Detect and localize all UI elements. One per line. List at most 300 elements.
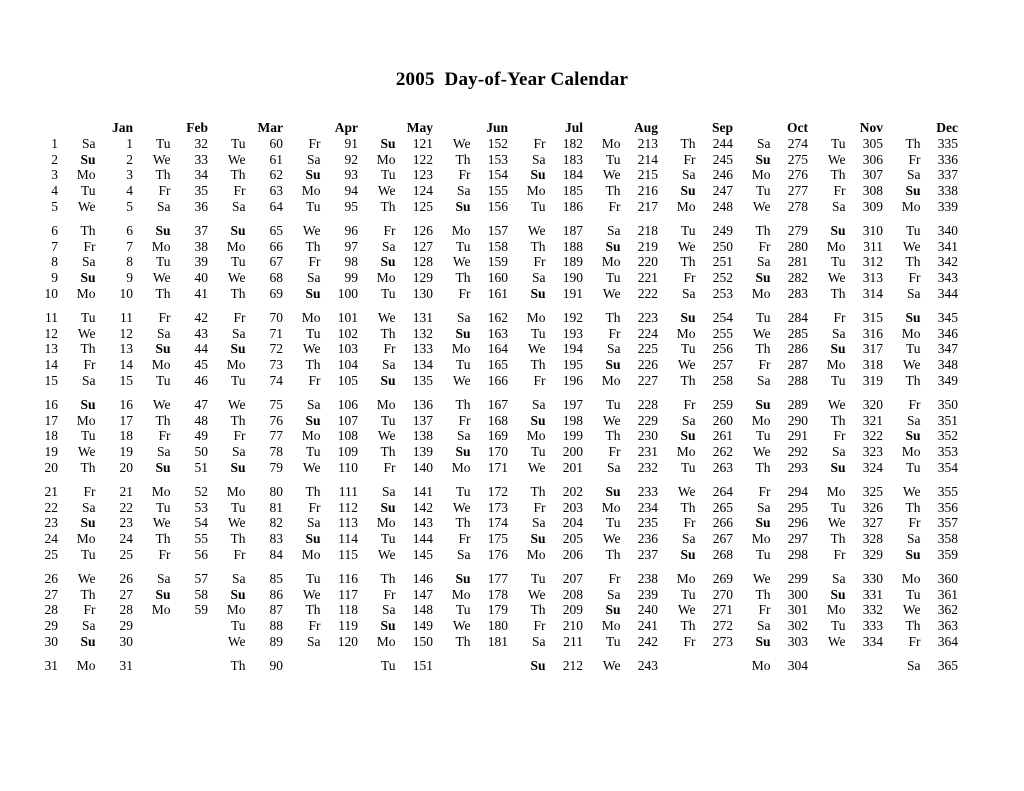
weekday-cell: We bbox=[227, 515, 246, 531]
day-of-year-cell: 87 bbox=[269, 602, 283, 618]
weekday-cell: Su bbox=[755, 396, 771, 412]
weekday-cell: Th bbox=[380, 325, 396, 341]
weekday-cell: We bbox=[827, 633, 846, 649]
weekday-cell: Sa bbox=[382, 238, 396, 254]
weekday-cell: Tu bbox=[605, 396, 621, 412]
day-of-year-cell: 302 bbox=[787, 618, 808, 634]
weekday-cell: Sa bbox=[82, 499, 96, 515]
day-of-year-cell: 102 bbox=[337, 325, 358, 341]
day-of-year-cell: 13 bbox=[119, 341, 133, 357]
day-of-year-cell: 314 bbox=[862, 285, 883, 301]
weekday-cell: Sa bbox=[532, 270, 546, 286]
weekday-cell: Sa bbox=[307, 633, 321, 649]
day-of-year-cell: 171 bbox=[487, 459, 508, 475]
day-of-year-cell: 204 bbox=[562, 515, 583, 531]
weekday-cell: Fr bbox=[83, 483, 96, 499]
weekday-cell: Sa bbox=[757, 372, 771, 388]
weekday-cell: Su bbox=[680, 546, 696, 562]
row-number: 31 bbox=[44, 657, 58, 673]
weekday-cell: Tu bbox=[605, 151, 621, 167]
weekday-cell: Mo bbox=[751, 285, 771, 301]
day-of-year-cell: 91 bbox=[344, 135, 358, 151]
weekday-cell: Tu bbox=[830, 372, 846, 388]
month-header-jun: Jun bbox=[486, 120, 508, 135]
weekday-cell: Sa bbox=[607, 341, 621, 357]
weekday-cell: Su bbox=[155, 341, 171, 357]
day-of-year-cell: 6 bbox=[126, 222, 133, 238]
day-of-year-cell: 298 bbox=[787, 546, 808, 562]
day-of-year-cell: 110 bbox=[338, 459, 358, 475]
day-of-year-cell: 95 bbox=[344, 198, 358, 214]
weekday-cell: Th bbox=[830, 285, 846, 301]
weekday-cell: Sa bbox=[757, 499, 771, 515]
weekday-cell: Mo bbox=[601, 372, 621, 388]
day-of-year-cell: 280 bbox=[787, 238, 808, 254]
weekday-cell: Fr bbox=[233, 183, 246, 199]
weekday-cell: We bbox=[452, 618, 471, 634]
day-of-year-cell: 137 bbox=[412, 412, 433, 428]
day-of-year-cell: 201 bbox=[562, 459, 583, 475]
day-of-year-cell: 28 bbox=[119, 602, 133, 618]
day-of-year-cell: 113 bbox=[338, 515, 358, 531]
day-of-year-cell: 101 bbox=[337, 309, 358, 325]
day-of-year-cell: 75 bbox=[269, 396, 283, 412]
day-of-year-cell: 92 bbox=[344, 151, 358, 167]
weekday-cell: Su bbox=[380, 135, 396, 151]
weekday-cell: Sa bbox=[307, 396, 321, 412]
weekday-cell: Sa bbox=[757, 254, 771, 270]
day-of-year-cell: 175 bbox=[487, 531, 508, 547]
weekday-cell: Sa bbox=[682, 285, 696, 301]
weekday-cell: Su bbox=[755, 270, 771, 286]
weekday-cell: Tu bbox=[605, 633, 621, 649]
weekday-cell: We bbox=[827, 515, 846, 531]
weekday-cell: Tu bbox=[905, 586, 921, 602]
weekday-cell: Tu bbox=[530, 325, 546, 341]
weekday-cell: Tu bbox=[305, 570, 321, 586]
empty-cell bbox=[808, 650, 846, 674]
day-of-year-cell: 223 bbox=[637, 309, 658, 325]
day-of-year-cell: 69 bbox=[269, 285, 283, 301]
weekday-cell: We bbox=[452, 372, 471, 388]
day-of-year-cell: 43 bbox=[194, 325, 208, 341]
day-of-year-cell: 190 bbox=[562, 270, 583, 286]
weekday-cell: Mo bbox=[826, 238, 846, 254]
weekday-cell: Mo bbox=[376, 396, 396, 412]
weekday-cell: Fr bbox=[683, 396, 696, 412]
day-of-year-cell: 33 bbox=[194, 151, 208, 167]
calendar-row-4 bbox=[24, 183, 958, 199]
weekday-cell: Su bbox=[155, 459, 171, 475]
day-of-year-cell: 212 bbox=[562, 657, 583, 673]
day-of-year-cell: 341 bbox=[937, 238, 958, 254]
day-of-year-cell: 335 bbox=[937, 135, 958, 151]
weekday-cell: Fr bbox=[833, 546, 846, 562]
weekday-cell: We bbox=[527, 341, 546, 357]
calendar-row-30 bbox=[24, 634, 958, 650]
weekday-cell: Mo bbox=[526, 309, 546, 325]
row-number: 20 bbox=[44, 459, 58, 475]
weekday-cell: Fr bbox=[533, 135, 546, 151]
weekday-cell: Sa bbox=[682, 167, 696, 183]
weekday-cell: Th bbox=[155, 285, 171, 301]
day-of-year-cell: 361 bbox=[937, 586, 958, 602]
day-of-year-cell: 217 bbox=[637, 198, 658, 214]
weekday-cell: We bbox=[302, 459, 321, 475]
weekday-cell: Sa bbox=[907, 412, 921, 428]
weekday-cell: Tu bbox=[455, 483, 471, 499]
weekday-cell: Sa bbox=[157, 570, 171, 586]
day-of-year-cell: 340 bbox=[937, 222, 958, 238]
weekday-cell: Sa bbox=[757, 135, 771, 151]
day-of-year-cell: 273 bbox=[712, 633, 733, 649]
weekday-cell: Sa bbox=[457, 309, 471, 325]
row-number: 11 bbox=[45, 309, 58, 325]
day-of-year-cell: 5 bbox=[126, 198, 133, 214]
weekday-cell: Tu bbox=[680, 341, 696, 357]
weekday-cell: Fr bbox=[383, 459, 396, 475]
day-of-year-cell: 271 bbox=[712, 602, 733, 618]
weekday-cell: Fr bbox=[308, 254, 321, 270]
weekday-cell: We bbox=[527, 586, 546, 602]
weekday-cell: Fr bbox=[608, 570, 621, 586]
weekday-cell: Fr bbox=[908, 396, 921, 412]
weekday-cell: Su bbox=[380, 372, 396, 388]
weekday-cell: Fr bbox=[908, 270, 921, 286]
weekday-cell: Mo bbox=[226, 357, 246, 373]
day-of-year-cell: 362 bbox=[937, 602, 958, 618]
day-of-year-cell: 29 bbox=[119, 618, 133, 634]
day-of-year-cell: 27 bbox=[119, 586, 133, 602]
weekday-cell: Th bbox=[230, 167, 246, 183]
day-of-year-cell: 50 bbox=[194, 444, 208, 460]
weekday-cell: Tu bbox=[155, 372, 171, 388]
row-number: 10 bbox=[44, 285, 58, 301]
day-of-year-cell: 18 bbox=[119, 428, 133, 444]
weekday-cell: Mo bbox=[451, 222, 471, 238]
day-of-year-cell: 256 bbox=[712, 341, 733, 357]
weekday-cell: Sa bbox=[457, 428, 471, 444]
weekday-cell: Th bbox=[905, 618, 921, 634]
day-of-year-cell: 357 bbox=[937, 515, 958, 531]
day-of-year-cell: 272 bbox=[712, 618, 733, 634]
row-number: 9 bbox=[51, 270, 58, 286]
calendar-row-17 bbox=[24, 413, 958, 429]
day-of-year-cell: 304 bbox=[787, 657, 808, 673]
day-of-year-cell: 355 bbox=[937, 483, 958, 499]
weekday-cell: Mo bbox=[376, 151, 396, 167]
day-of-year-cell: 226 bbox=[637, 357, 658, 373]
weekday-cell: Tu bbox=[80, 183, 96, 199]
day-of-year-cell: 192 bbox=[562, 309, 583, 325]
day-of-year-cell: 342 bbox=[937, 254, 958, 270]
day-of-year-cell: 286 bbox=[787, 341, 808, 357]
calendar-row-3 bbox=[24, 167, 958, 183]
day-of-year-cell: 316 bbox=[862, 325, 883, 341]
day-of-year-cell: 23 bbox=[119, 515, 133, 531]
weekday-cell: Fr bbox=[158, 428, 171, 444]
day-of-year-cell: 83 bbox=[269, 531, 283, 547]
day-of-year-cell: 104 bbox=[337, 357, 358, 373]
weekday-cell: We bbox=[752, 444, 771, 460]
weekday-cell: Tu bbox=[605, 270, 621, 286]
weekday-cell: Th bbox=[755, 586, 771, 602]
day-of-year-cell: 90 bbox=[269, 657, 283, 673]
day-of-year-cell: 270 bbox=[712, 586, 733, 602]
weekday-cell: We bbox=[902, 602, 921, 618]
weekday-cell: Fr bbox=[833, 183, 846, 199]
weekday-cell: Mo bbox=[526, 183, 546, 199]
day-of-year-cell: 339 bbox=[937, 198, 958, 214]
day-of-year-cell: 333 bbox=[862, 618, 883, 634]
day-of-year-cell: 22 bbox=[119, 499, 133, 515]
weekday-cell: Sa bbox=[532, 633, 546, 649]
weekday-cell: Mo bbox=[451, 341, 471, 357]
weekday-cell: Th bbox=[530, 238, 546, 254]
weekday-cell: We bbox=[602, 531, 621, 547]
weekday-cell: Mo bbox=[451, 459, 471, 475]
weekday-cell: Sa bbox=[382, 483, 396, 499]
weekday-cell: Th bbox=[755, 459, 771, 475]
day-of-year-cell: 126 bbox=[412, 222, 433, 238]
calendar-row-9 bbox=[24, 270, 958, 286]
day-of-year-cell: 332 bbox=[862, 602, 883, 618]
day-of-year-cell: 294 bbox=[787, 483, 808, 499]
weekday-cell: Fr bbox=[383, 341, 396, 357]
calendar-row-28 bbox=[24, 602, 958, 618]
calendar-row-7 bbox=[24, 239, 958, 255]
weekday-cell: Fr bbox=[608, 325, 621, 341]
day-of-year-cell: 35 bbox=[194, 183, 208, 199]
day-of-year-cell: 282 bbox=[787, 270, 808, 286]
day-of-year-cell: 61 bbox=[269, 151, 283, 167]
weekday-cell: We bbox=[677, 483, 696, 499]
day-of-year-cell: 320 bbox=[862, 396, 883, 412]
weekday-cell: Th bbox=[80, 341, 96, 357]
weekday-cell: Su bbox=[530, 285, 546, 301]
day-of-year-cell: 168 bbox=[487, 412, 508, 428]
corner-spacer bbox=[24, 120, 58, 136]
day-of-year-cell: 221 bbox=[637, 270, 658, 286]
weekday-cell: Sa bbox=[382, 602, 396, 618]
weekday-cell: Fr bbox=[833, 428, 846, 444]
row-number: 25 bbox=[44, 546, 58, 562]
month-header-row bbox=[24, 120, 958, 136]
day-of-year-cell: 364 bbox=[937, 633, 958, 649]
day-of-year-cell: 305 bbox=[862, 135, 883, 151]
weekday-cell: Fr bbox=[683, 151, 696, 167]
day-of-year-cell: 269 bbox=[712, 570, 733, 586]
day-of-year-cell: 128 bbox=[412, 254, 433, 270]
day-of-year-cell: 118 bbox=[338, 602, 358, 618]
weekday-cell: Sa bbox=[757, 618, 771, 634]
month-header-nov: Nov bbox=[859, 120, 883, 135]
day-of-year-cell: 267 bbox=[712, 531, 733, 547]
empty-cell bbox=[321, 650, 359, 674]
day-of-year-cell: 202 bbox=[562, 483, 583, 499]
weekday-cell: Fr bbox=[833, 309, 846, 325]
day-of-year-cell: 84 bbox=[269, 546, 283, 562]
weekday-cell: Tu bbox=[80, 428, 96, 444]
day-of-year-cell: 260 bbox=[712, 412, 733, 428]
weekday-cell: Th bbox=[230, 285, 246, 301]
weekday-cell: We bbox=[827, 396, 846, 412]
weekday-cell: Th bbox=[680, 372, 696, 388]
day-of-year-cell: 66 bbox=[269, 238, 283, 254]
weekday-cell: Th bbox=[830, 412, 846, 428]
day-of-year-cell: 285 bbox=[787, 325, 808, 341]
weekday-cell: Tu bbox=[380, 285, 396, 301]
day-of-year-cell: 289 bbox=[787, 396, 808, 412]
month-header-may: May bbox=[406, 120, 433, 135]
day-of-year-cell: 284 bbox=[787, 309, 808, 325]
day-of-year-cell: 257 bbox=[712, 357, 733, 373]
day-of-year-cell: 170 bbox=[487, 444, 508, 460]
day-of-year-cell: 245 bbox=[712, 151, 733, 167]
weekday-cell: Mo bbox=[226, 602, 246, 618]
weekday-cell: Tu bbox=[680, 586, 696, 602]
weekday-cell: We bbox=[377, 309, 396, 325]
weekday-cell: Th bbox=[530, 483, 546, 499]
day-of-year-cell: 2 bbox=[126, 151, 133, 167]
weekday-cell: Sa bbox=[532, 515, 546, 531]
weekday-cell: Th bbox=[305, 357, 321, 373]
weekday-cell: Su bbox=[830, 222, 846, 238]
day-of-year-cell: 239 bbox=[637, 586, 658, 602]
calendar-row-14 bbox=[24, 357, 958, 373]
day-of-year-cell: 149 bbox=[412, 618, 433, 634]
calendar-row-29 bbox=[24, 618, 958, 634]
weekday-cell: Th bbox=[605, 183, 621, 199]
weekday-cell: Th bbox=[155, 167, 171, 183]
weekday-cell: Su bbox=[80, 151, 96, 167]
weekday-cell: Th bbox=[905, 135, 921, 151]
day-of-year-cell: 85 bbox=[269, 570, 283, 586]
day-of-year-cell: 197 bbox=[562, 396, 583, 412]
day-of-year-cell: 274 bbox=[787, 135, 808, 151]
day-of-year-cell: 115 bbox=[338, 546, 358, 562]
day-of-year-cell: 331 bbox=[862, 586, 883, 602]
weekday-cell: Sa bbox=[307, 151, 321, 167]
day-of-year-cell: 96 bbox=[344, 222, 358, 238]
day-of-year-cell: 199 bbox=[562, 428, 583, 444]
day-of-year-cell: 158 bbox=[487, 238, 508, 254]
weekday-cell: Tu bbox=[830, 499, 846, 515]
day-of-year-cell: 288 bbox=[787, 372, 808, 388]
empty-cell bbox=[171, 634, 209, 650]
day-of-year-cell: 98 bbox=[344, 254, 358, 270]
day-of-year-cell: 183 bbox=[562, 151, 583, 167]
weekday-cell: Tu bbox=[455, 602, 471, 618]
day-of-year-cell: 99 bbox=[344, 270, 358, 286]
row-number: 5 bbox=[51, 198, 58, 214]
weekday-cell: Mo bbox=[901, 325, 921, 341]
day-of-year-cell: 287 bbox=[787, 357, 808, 373]
day-of-year-cell: 21 bbox=[119, 483, 133, 499]
weekday-cell: Mo bbox=[601, 499, 621, 515]
weekday-cell: Mo bbox=[676, 325, 696, 341]
weekday-cell: Tu bbox=[755, 428, 771, 444]
day-of-year-cell: 109 bbox=[337, 444, 358, 460]
weekday-cell: Su bbox=[230, 222, 246, 238]
day-of-year-cell: 234 bbox=[637, 499, 658, 515]
day-of-year-cell: 236 bbox=[637, 531, 658, 547]
day-of-year-cell: 296 bbox=[787, 515, 808, 531]
weekday-cell: Th bbox=[680, 135, 696, 151]
weekday-cell: Fr bbox=[533, 372, 546, 388]
weekday-cell: Su bbox=[755, 515, 771, 531]
day-of-year-cell: 180 bbox=[487, 618, 508, 634]
day-of-year-cell: 229 bbox=[637, 412, 658, 428]
day-of-year-cell: 140 bbox=[412, 459, 433, 475]
weekday-cell: Su bbox=[755, 633, 771, 649]
weekday-cell: Tu bbox=[230, 499, 246, 515]
day-of-year-cell: 200 bbox=[562, 444, 583, 460]
row-number: 13 bbox=[44, 341, 58, 357]
weekday-cell: Fr bbox=[608, 198, 621, 214]
weekday-cell: Su bbox=[905, 183, 921, 199]
weekday-cell: Th bbox=[380, 444, 396, 460]
weekday-cell: We bbox=[602, 412, 621, 428]
day-of-year-cell: 325 bbox=[862, 483, 883, 499]
weekday-cell: Tu bbox=[230, 372, 246, 388]
day-of-year-cell: 307 bbox=[862, 167, 883, 183]
weekday-cell: Su bbox=[530, 167, 546, 183]
day-of-year-cell: 353 bbox=[937, 444, 958, 460]
day-of-year-cell: 241 bbox=[637, 618, 658, 634]
weekday-cell: Tu bbox=[305, 198, 321, 214]
row-number: 26 bbox=[44, 570, 58, 586]
day-of-year-cell: 44 bbox=[194, 341, 208, 357]
empty-cell bbox=[433, 650, 471, 674]
calendar-row-2 bbox=[24, 152, 958, 168]
day-of-year-cell: 349 bbox=[937, 372, 958, 388]
day-of-year-cell: 237 bbox=[637, 546, 658, 562]
day-of-year-cell: 248 bbox=[712, 198, 733, 214]
day-of-year-cell: 141 bbox=[412, 483, 433, 499]
row-number: 21 bbox=[44, 483, 58, 499]
day-of-year-cell: 348 bbox=[937, 357, 958, 373]
weekday-cell: Fr bbox=[458, 412, 471, 428]
day-of-year-cell: 253 bbox=[712, 285, 733, 301]
weekday-cell: We bbox=[77, 325, 96, 341]
day-of-year-cell: 242 bbox=[637, 633, 658, 649]
day-of-year-cell: 25 bbox=[119, 546, 133, 562]
day-of-year-cell: 148 bbox=[412, 602, 433, 618]
day-of-year-cell: 63 bbox=[269, 183, 283, 199]
weekday-cell: Sa bbox=[457, 546, 471, 562]
weekday-cell: Su bbox=[380, 499, 396, 515]
weekday-cell: Fr bbox=[758, 483, 771, 499]
day-of-year-cell: 178 bbox=[487, 586, 508, 602]
weekday-cell: Mo bbox=[301, 428, 321, 444]
weekday-cell: We bbox=[227, 396, 246, 412]
weekday-cell: Th bbox=[80, 586, 96, 602]
calendar-row-18 bbox=[24, 428, 958, 444]
day-of-year-cell: 309 bbox=[862, 198, 883, 214]
day-of-year-cell: 277 bbox=[787, 183, 808, 199]
weekday-cell: Fr bbox=[308, 372, 321, 388]
weekday-cell: Tu bbox=[155, 135, 171, 151]
month-header-dec: Dec bbox=[936, 120, 958, 135]
day-of-year-cell: 103 bbox=[337, 341, 358, 357]
weekday-cell: Fr bbox=[683, 633, 696, 649]
day-of-year-cell: 74 bbox=[269, 372, 283, 388]
day-of-year-cell: 114 bbox=[338, 531, 358, 547]
weekday-cell: We bbox=[602, 167, 621, 183]
weekday-cell: Th bbox=[905, 254, 921, 270]
weekday-cell: Sa bbox=[82, 618, 96, 634]
